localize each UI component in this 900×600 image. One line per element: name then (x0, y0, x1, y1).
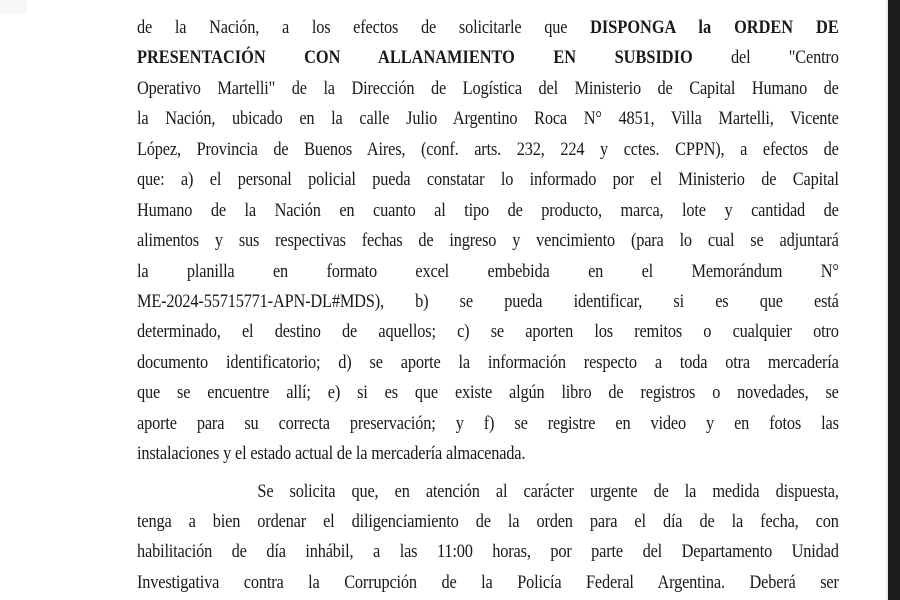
text-run: López, Provincia de Buenos Aires, (conf. arts. 232, 224 y cctes. CPPN), a efectos de (137, 138, 839, 160)
text-line (137, 287, 839, 317)
text-line (137, 135, 839, 165)
text-line (137, 74, 839, 104)
text-run: documento identificatorio; d) se aporte la información respecto a toda otra mercadería (137, 351, 839, 373)
text-run-bold: PRESENTACIÓN CON ALLANAMIENTO EN SUBSIDIO (137, 47, 693, 69)
text-run: la Nación, ubicado en la calle Julio Argentino Roca N° 4851, Villa Martelli, Vicente (137, 108, 839, 130)
text-line (137, 348, 839, 378)
text-run: ME-2024-55715771-APN-DL#MDS), b) se pueda identificar, si es que está (137, 290, 839, 312)
document-text-block (137, 13, 839, 598)
text-run: habilitación de día inhábil, a las 11:00 horas, por parte del Departamento Unidad (137, 541, 839, 563)
text-line (137, 317, 839, 347)
text-line (137, 104, 839, 134)
text-line (137, 226, 839, 256)
text-run: tenga a bien ordenar el diligenciamiento de la orden para el día de la fecha, con (137, 511, 839, 532)
text-line-paragraph-start (137, 477, 839, 507)
text-line (137, 257, 839, 287)
text-run: Operativo Martelli" de la Dirección de Logística del Ministerio de Capital Humano de (137, 77, 839, 99)
text-run: aporte para su correcta preservación; y f) se registre en video y en fotos las (137, 412, 839, 434)
text-run: Investigativa contra la Corrupción de la Policía Federal Argentina. Deberá ser (137, 571, 839, 593)
text-run: del "Centro (692, 47, 839, 69)
text-line (137, 537, 839, 567)
right-edge-dark-strip (886, 0, 900, 600)
text-run: que: a) el personal policial pueda constatar lo informado por el Ministerio de Capital (137, 169, 839, 191)
text-line (137, 43, 839, 73)
text-line (137, 13, 839, 43)
text-line (137, 507, 839, 537)
text-line (137, 568, 839, 598)
text-line (137, 378, 839, 408)
text-run: instalaciones y el estado actual de la mercadería almacenada. (137, 443, 526, 465)
text-run: Se solicita que, en atención al carácter urgente de la medida dispuesta, (257, 480, 839, 502)
text-run: de la Nación, a los efectos de solicitarle que (137, 17, 591, 38)
text-line (137, 196, 839, 226)
text-run: Humano de la Nación en cuanto al tipo de producto, marca, lote y cantidad de (137, 199, 839, 221)
text-line (137, 409, 839, 439)
text-run: alimentos y sus respectivas fechas de ingreso y vencimiento (para lo cual se adjuntará (137, 230, 839, 252)
corner-scan-artifact (0, 0, 27, 14)
text-line-paragraph-end (137, 439, 839, 469)
text-run: que se encuentre allí; e) si es que existe algún libro de registros o novedades, se (137, 382, 839, 404)
text-run: determinado, el destino de aquellos; c) se aporten los remitos o cualquier otro (137, 321, 839, 343)
text-line (137, 165, 839, 195)
text-run-bold: DISPONGA la ORDEN DE (590, 17, 839, 38)
text-run: la planilla en formato excel embebida en el Memorándum N° (137, 260, 839, 282)
